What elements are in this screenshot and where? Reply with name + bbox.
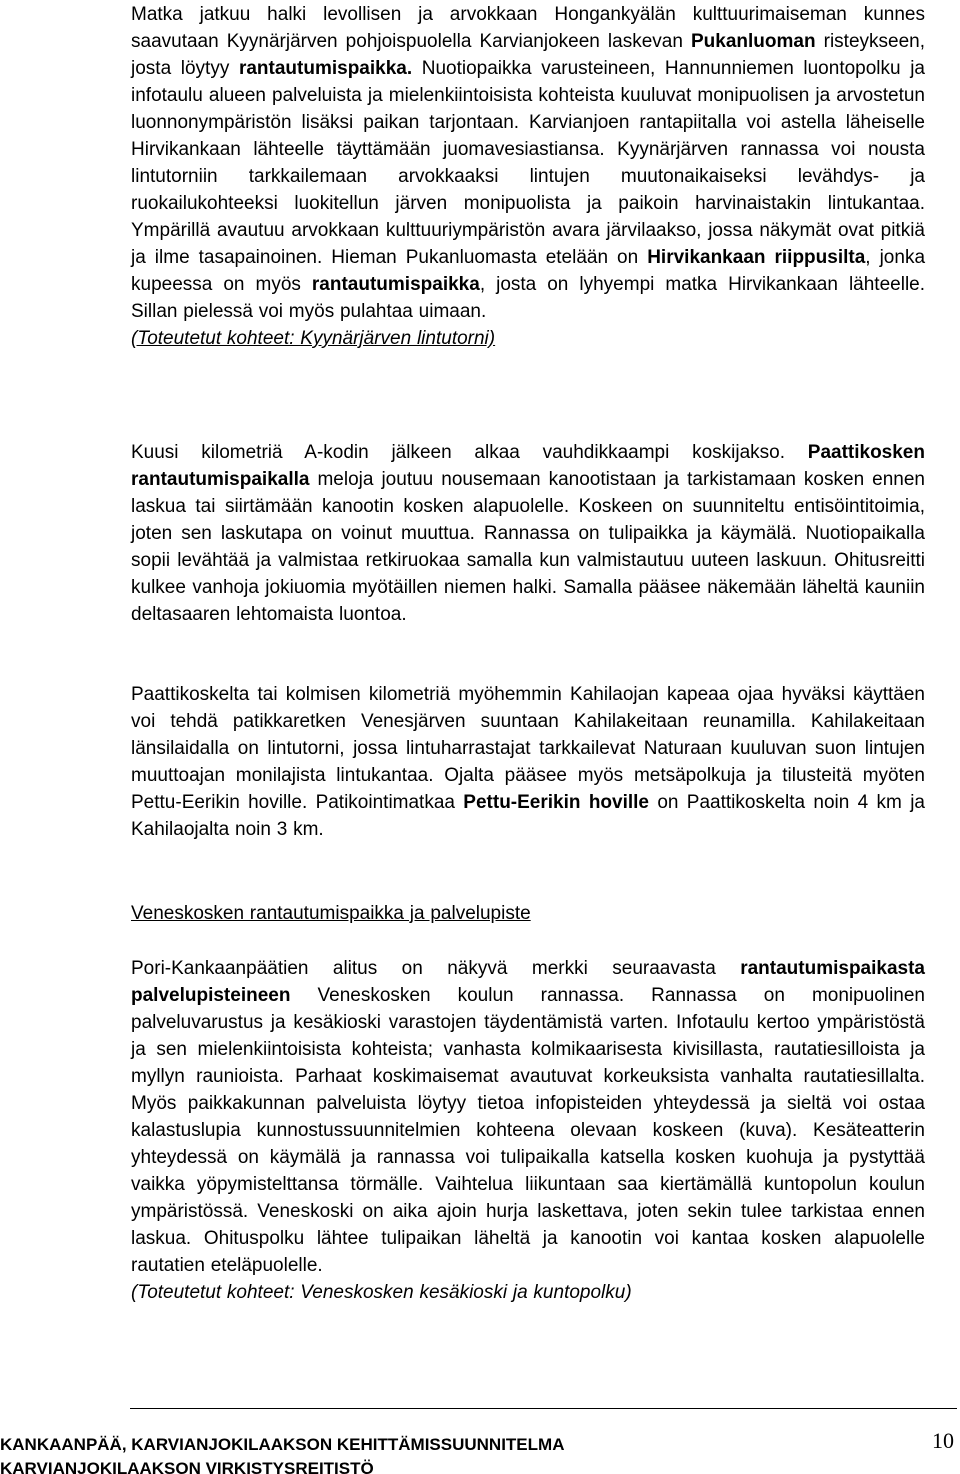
footer-divider bbox=[130, 1408, 957, 1409]
footer-subtitle: KARVIANJOKILAAKSON VIRKISTYSREITISTÖ bbox=[0, 1459, 374, 1474]
text-run: Pettu-Eerikin hoville bbox=[463, 792, 649, 813]
text-run: Kuusi kilometriä A-kodin jälkeen alkaa vauhdikkaampi koskijakso. bbox=[131, 442, 808, 463]
page-number: 10 bbox=[932, 1433, 954, 1453]
text-run: on Paattikoskelta noin 4 km ja Kahilaojalta noin 3 km. bbox=[131, 792, 925, 840]
text-run: Pori-Kankaanpäätien alitus on näkyvä merkki seuraavasta bbox=[131, 958, 741, 979]
section-heading-veneskoski bbox=[131, 900, 925, 927]
text-run: Hirvikankaan riippusilta bbox=[647, 247, 866, 268]
text-run: Veneskosken rantautumispaikka ja palvelupiste bbox=[131, 903, 531, 924]
paragraph-kahilaoja bbox=[131, 681, 925, 843]
text-run: Paattikosken rantautumispaikalla bbox=[131, 442, 925, 490]
paragraph-pukanluoma bbox=[131, 1, 925, 352]
paragraph-veneskoski bbox=[131, 955, 925, 1306]
text-run: Matka jatkuu halki levollisen ja arvokkaan Hongankyälän kulttuurimaiseman kunnes saavutaan Kyynärjärven pohjoispuolella Karvianjokeen laskevan bbox=[131, 4, 925, 52]
text-run: rantautumispaikasta palvelupisteineen bbox=[131, 958, 925, 1006]
text-run: , jonka kupeessa on myös bbox=[131, 247, 926, 295]
text-run: Paattikoskelta tai kolmisen kilometriä myöhemmin Kahilaojan kapeaa ojaa hyväksi käyttäen voi tehdä patikkaretken Venesjärven suuntaan Kahilakeitaan reunamilla. Kahilakeitaan länsilaidalla on lintutorni, jossa lintuharrastajat tarkkailevat Naturaan kuuluvan suon lintujen muuttoajan monilajista lintukantaa. Ojalta pääsee myös metsäpolkuja ja tilusteitä myöten Pettu-Eerikin hoville. Patikointimatkaa bbox=[131, 684, 925, 813]
paragraph-paattikoski bbox=[131, 439, 925, 628]
text-run: rantautumispaikka. bbox=[238, 58, 413, 79]
text-run: (Toteutetut kohteet: Kyynärjärven lintutorni) bbox=[131, 328, 496, 349]
text-run: (Toteutetut kohteet: Veneskosken kesäkioski ja kuntopolku) bbox=[131, 1282, 632, 1303]
footer-title: KANKAANPÄÄ, KARVIANJOKILAAKSON KEHITTÄMISSUUNNITELMA bbox=[0, 1435, 565, 1454]
text-run: risteykseen, josta löytyy bbox=[131, 31, 925, 79]
text-run: Nuotiopaikka varusteineen, Hannunniemen luontopolku ja infotaulu alueen palveluista ja mielenkiintoisista kohteista kuuluvat monipuolisen ja arvostetun luonnonympäristön lisäksi paikan tarjontaan. Karvianjoen rantapiitalla voi astella läheiselle Hirvikankaan lähteelle täyttämään juomavesiastiansa. Kyynärjärven rannassa voi nousta lintutorniin tarkkailemaan arvokkaaksi lintujen muutonaikaiseksi levähdys- ja ruokailukohteeksi luokitellun järven monipuolista ja paikoin harvinaistakin lintukantaa. Ympärillä avautuu arvokkaan kulttuuriympäristön avara järvilaakso, jossa näkymät ovat pitkiä ja ilme tasapainoinen. Hieman Pukanluomasta etelään on bbox=[131, 58, 925, 268]
page-footer bbox=[0, 1433, 960, 1474]
text-run: Veneskosken koulun rannassa. Rannassa on monipuolinen palveluvarustus ja kesäkioski varastojen täydentämistä varten. Infotaulu kertoo ympäristöstä ja sen mielenkiintoisista kohteista; vanhasta kolmikaarisesta kivisillasta, rautatiesilloista ja myllyn raunioista. Parhaat koskimaisemat avautuvat korkeuksista vanhalta rautatiesillalta. Myös paikkakunnan palveluista löytyy tietoa infopisteiden yhteydessä ja sieltä voi ostaa kalastuslupia kunnostussuunnitelmien kohteena olevaan koskeen (kuva). Kesäteatterin yhteydessä on käymälä ja rannassa voi tulipaikalla katsella kosken kuohuja ja pystyttää vaikka yöpymistelttansa törmälle. Vaihtelua liikuntaan saa kiertämällä kuntopolun koulun ympäristössä. Veneskoski on aika ajoin hurja laskettava, joten sekin tulee tarkistaa ennen laskua. Ohituspolku lähtee tulipaikan läheltä ja kanootin voi kantaa kosken alapuolelle rautatien eteläpuolelle. bbox=[131, 985, 925, 1276]
text-run: meloja joutuu nousemaan kanootistaan ja tarkistamaan kosken ennen laskua tai siirtämään kanootin kosken alapuolelle. Koskeen on suunniteltu entisöintitoimia, joten sen laskutapa on voinut muuttua. Rannassa on tulipaikka ja käymälä. Nuotiopaikalla sopii levähtää ja valmistaa retkiruokaa samalla kun valmistautuu uuteen laskuun. Ohitusreitti kulkee vanhoja jokiuomia myötäillen niemen halki. Samalla pääsee näkemään läheltä kauniin deltasaaren lehtomaista luontoa. bbox=[131, 469, 925, 625]
text-run: , josta on lyhyempi matka Hirvikankaan lähteelle. Sillan pielessä voi myös pulahtaa uimaan. bbox=[131, 274, 926, 322]
text-run: rantautumispaikka bbox=[311, 274, 480, 295]
text-run: Pukanluoman bbox=[690, 31, 816, 52]
